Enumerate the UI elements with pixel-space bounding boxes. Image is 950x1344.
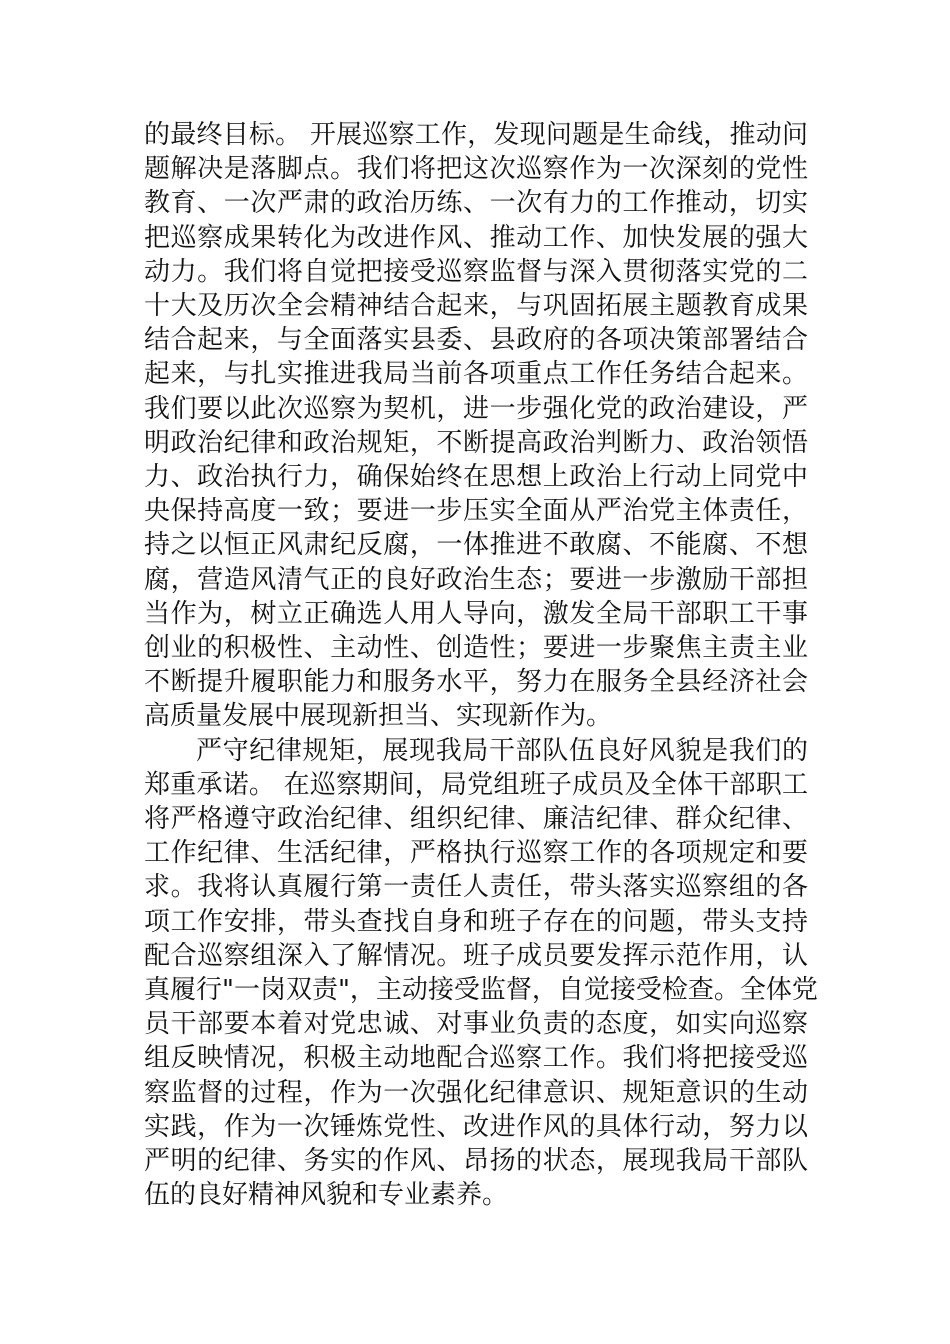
paragraph-2 [144, 734, 818, 1213]
paragraph-line: 实践，作为一次锤炼党性、改进作风的具体行动，努力以 [144, 1111, 808, 1142]
paragraph-line: 察监督的过程，作为一次强化纪律意识、规矩意识的生动 [144, 1077, 808, 1108]
paragraph-line: 力、政治执行力，确保始终在思想上政治上行动上同党中 [144, 462, 808, 493]
paragraph-line: 动力。我们将自觉把接受巡察监督与深入贯彻落实党的二 [144, 256, 808, 287]
paragraph-line: 把巡察成果转化为改进作风、推动工作、加快发展的强大 [144, 222, 808, 253]
paragraph-line: 央保持高度一致；要进一步压实全面从严治党主体责任， [144, 496, 808, 527]
paragraph-line: 我们要以此次巡察为契机，进一步强化党的政治建设，严 [144, 393, 808, 424]
paragraph-line: 创业的积极性、主动性、创造性；要进一步聚焦主责主业 [144, 633, 808, 664]
paragraph-line: 腐，营造风清气正的良好政治生态；要进一步激励干部担 [144, 564, 808, 595]
paragraph-1 [144, 118, 808, 734]
paragraph-line: 配合巡察组深入了解情况。班子成员要发挥示范作用，认 [144, 940, 808, 971]
paragraph-line: 的最终目标。 开展巡察工作，发现问题是生命线，推动问 [144, 120, 808, 150]
paragraph-line: 工作纪律、生活纪律，严格执行巡察工作的各项规定和要 [144, 838, 808, 869]
paragraph-line: 将严格遵守政治纪律、组织纪律、廉洁纪律、群众纪律、 [144, 804, 808, 835]
paragraph-line: 伍的良好精神风貌和专业素养。 [144, 1180, 509, 1211]
paragraph-line: 求。我将认真履行第一责任人责任，带头落实巡察组的各 [144, 872, 808, 903]
paragraph-line: 高质量发展中展现新担当、实现新作为。 [144, 701, 613, 732]
paragraph-line: 当作为，树立正确选人用人导向，激发全局干部职工干事 [144, 598, 808, 629]
paragraph-line: 真履行"一岗双责"，主动接受监督，自觉接受检查。全体党 [144, 975, 818, 1006]
document-body [144, 118, 818, 1213]
paragraph-line: 十大及历次全会精神结合起来，与巩固拓展主题教育成果 [144, 291, 808, 322]
paragraph-line: 题解决是落脚点。我们将把这次巡察作为一次深刻的党性 [144, 154, 808, 185]
paragraph-line: 员干部要本着对党忠诚、对事业负责的态度，如实向巡察 [144, 1009, 808, 1040]
paragraph-line: 不断提升履职能力和服务水平，努力在服务全县经济社会 [144, 667, 808, 698]
paragraph-line: 严守纪律规矩，展现我局干部队伍良好风貌是我们的 [196, 735, 808, 766]
paragraph-line: 郑重承诺。 在巡察期间，局党组班子成员及全体干部职工 [144, 769, 808, 800]
paragraph-line: 持之以恒正风肃纪反腐，一体推进不敢腐、不能腐、不想 [144, 530, 808, 561]
paragraph-line: 明政治纪律和政治规矩，不断提高政治判断力、政治领悟 [144, 427, 808, 458]
paragraph-line: 起来，与扎实推进我局当前各项重点工作任务结合起来。 [144, 359, 808, 390]
paragraph-line: 教育、一次严肃的政治历练、一次有力的工作推动，切实 [144, 188, 808, 219]
paragraph-line: 结合起来，与全面落实县委、县政府的各项决策部署结合 [144, 325, 808, 356]
paragraph-line: 项工作安排，带头查找自身和班子存在的问题，带头支持 [144, 906, 808, 937]
paragraph-line: 组反映情况，积极主动地配合巡察工作。我们将把接受巡 [144, 1043, 808, 1074]
paragraph-line: 严明的纪律、务实的作风、昂扬的状态，展现我局干部队 [144, 1146, 808, 1177]
